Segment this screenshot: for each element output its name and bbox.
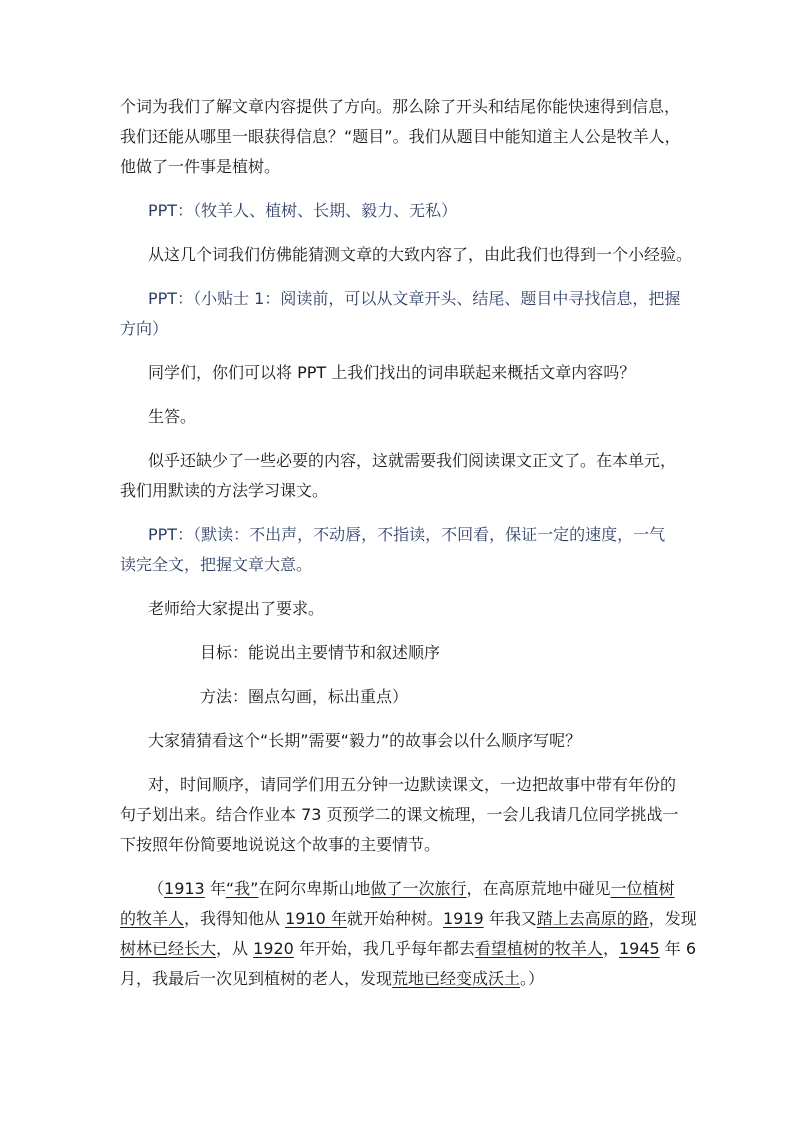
text-run: 年我又: [483, 909, 537, 928]
underlined-text: 1919: [442, 909, 484, 928]
underlined-text: 看望植树的牧羊人: [474, 939, 603, 958]
text-line: 老师给大家提出了要求。: [148, 599, 325, 618]
text-run: ，从: [216, 939, 254, 958]
paragraph-order-question: [120, 726, 676, 756]
underlined-text: 树林已经长大: [120, 939, 217, 958]
text-run: ，我得知他从: [184, 909, 286, 928]
underlined-text: 一位植树: [610, 879, 675, 898]
text-line: 下按照年份简要地说说这个故事的主要情节。: [120, 835, 441, 854]
underlined-text: 荒地已经变成沃土: [392, 969, 521, 988]
underlined-text: 1945: [618, 939, 660, 958]
text-run: 年 6: [659, 939, 697, 958]
text-line: 对，时间顺序，请同学们用五分钟一边默读课文，一边把故事中带有年份的: [148, 775, 677, 794]
paragraph-task: [120, 770, 679, 860]
text-line: 似乎还缺少了一些必要的内容，这就需要我们阅读课文正文了。在本单元，: [148, 451, 677, 470]
text-run: 年开始，我几乎每年都去: [293, 939, 475, 958]
text-run: ，发现: [648, 909, 697, 928]
paragraph-intro: [120, 92, 681, 182]
paragraph-method: [120, 682, 676, 712]
paragraph-guess: [120, 240, 693, 270]
underlined-text: 1910 年: [285, 909, 347, 928]
summary-line: [120, 964, 676, 994]
paragraph-silent-reading: [120, 446, 676, 506]
paragraph-question: [120, 358, 676, 388]
paragraph-requirements: [120, 594, 676, 624]
text-line: 目标：能说出主要情节和叙述顺序: [200, 643, 441, 662]
text-line: 方法：圈点勾画，标出重点）: [200, 687, 409, 706]
paragraph-ppt-tip: [120, 284, 681, 344]
text-line: 从这几个词我们仿佛能猜测文章的大致内容了，由此我们也得到一个小经验。: [148, 245, 693, 264]
text-line: 句子划出来。结合作业本 73 页预学二的课文梳理，一会儿我请几位同学挑战一: [120, 805, 679, 824]
text-line: 大家猜猜看这个“长期”需要“毅力”的故事会以什么顺序写呢？: [148, 731, 582, 750]
text-run: 在阿尔卑斯山地: [258, 879, 371, 898]
paragraph-goal: [120, 638, 676, 668]
paragraph-ppt-reading: [120, 520, 676, 580]
text-run: 就开始种树。: [346, 909, 443, 928]
text-run: 月，我最后一次见到植树的老人，发现: [120, 969, 393, 988]
text-line: PPT：（牧羊人、植树、长期、毅力、无私）: [148, 201, 458, 220]
underlined-text: 踏上去高原的路: [536, 909, 649, 928]
text-run: （: [148, 879, 165, 898]
paragraph-ppt-keywords: [120, 196, 676, 226]
underlined-text: 1920: [253, 939, 294, 958]
text-run: 。）: [520, 969, 545, 988]
text-line: 他做了一件事是植树。: [120, 157, 281, 176]
text-line: 方向）: [120, 319, 169, 338]
text-line: PPT：（小贴士 1：阅读前，可以从文章开头、结尾、题目中寻找信息，把握: [148, 289, 681, 308]
underlined-text: 做了一次旅行: [370, 879, 467, 898]
summary-line: [120, 904, 697, 934]
paragraph-answer: [120, 402, 676, 432]
document-page: [120, 92, 697, 1008]
underlined-text: 1913: [164, 879, 205, 898]
text-run: ，: [602, 939, 619, 958]
summary-line: [120, 874, 676, 904]
text-run: 年: [204, 879, 226, 898]
text-run: ，在高原荒地中碰见: [466, 879, 611, 898]
text-line: 我们还能从哪里一眼获得信息？“题目”。我们从题目中能知道主人公是牧羊人，: [120, 127, 681, 146]
paragraph-summary: [120, 874, 697, 994]
underlined-text: 的牧羊人: [120, 909, 185, 928]
summary-line: [120, 934, 697, 964]
text-line: 读完全文，把握文章大意。: [120, 555, 313, 574]
text-line: PPT：（默读：不出声，不动唇，不指读，不回看，保证一定的速度，一气: [148, 525, 666, 544]
text-line: 我们用默读的方法学习课文。: [120, 481, 329, 500]
underlined-text: “我”: [225, 879, 259, 898]
text-line: 个词为我们了解文章内容提供了方向。那么除了开头和结尾你能快速得到信息，: [120, 97, 681, 116]
text-line: 同学们，你们可以将 PPT 上我们找出的词串联起来概括文章内容吗？: [148, 363, 636, 382]
text-line: 生答。: [148, 407, 197, 426]
